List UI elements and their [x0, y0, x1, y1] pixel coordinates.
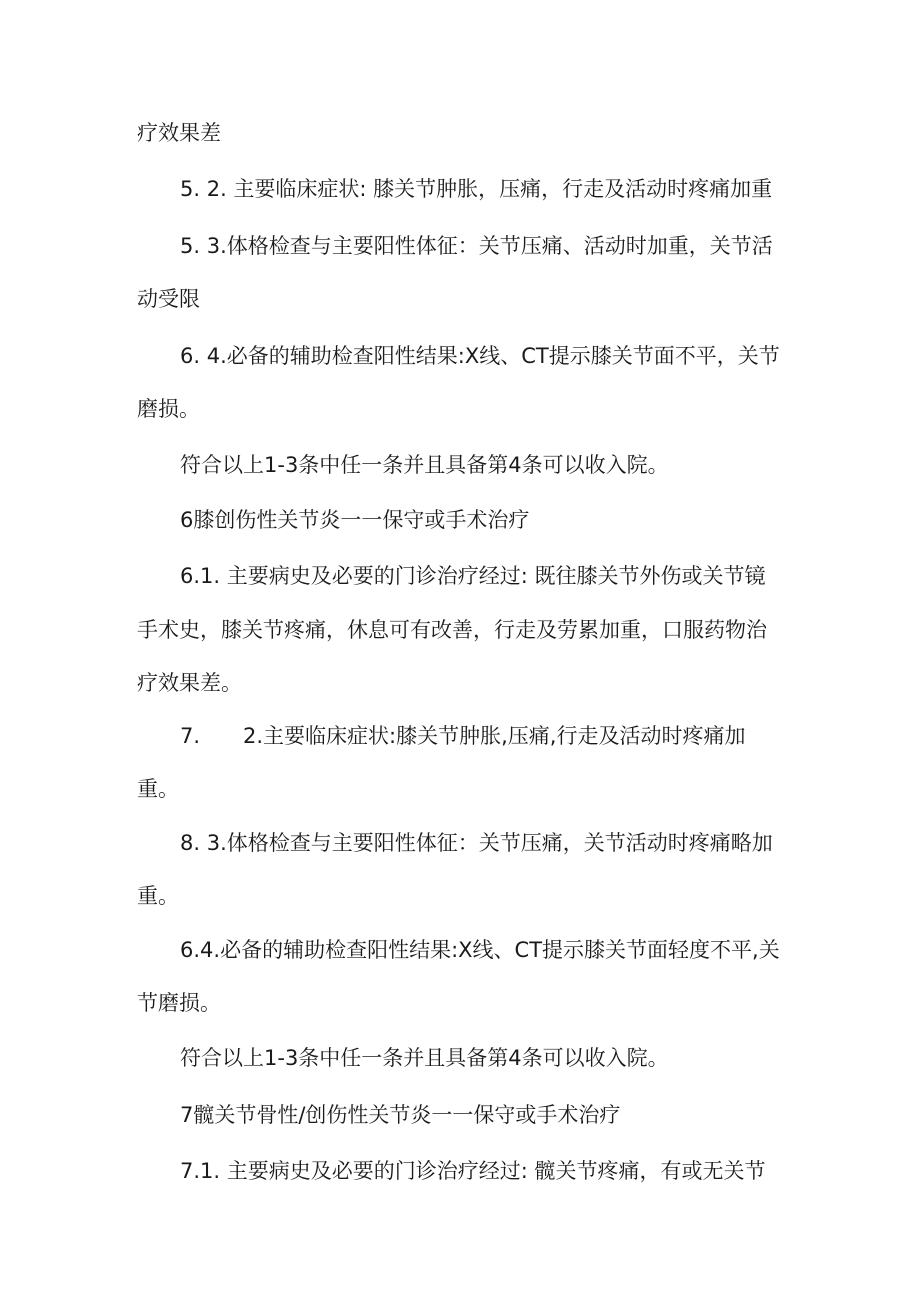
text-line: 重。 [137, 884, 179, 908]
text-line: 磨损。 [137, 397, 200, 421]
section-heading: 7髋关节骨性/创伤性关节炎一一保守或手术治疗 [180, 1103, 621, 1127]
text-line: 重。 [137, 777, 179, 801]
text-line: 6.1. 主要病史及必要的门诊治疗经过: 既往膝关节外伤或关节镜 [180, 564, 766, 588]
text-line: 6.4.必备的辅助检查阳性结果:X线、CT提示膝关节面轻度不平,关 [180, 938, 780, 962]
text-line: 节磨损。 [137, 991, 221, 1015]
text-line: 6. 4.必备的辅助检查阳性结果:X线、CT提示膝关节面不平，关节 [180, 344, 780, 368]
text-line: 符合以上1-3条中任一条并且具备第4条可以收入院。 [180, 453, 669, 477]
text-line: 2.主要临床症状:膝关节肿胀,压痛,行走及活动时疼痛加 [243, 724, 746, 748]
text-line: 手术史，膝关节疼痛，休息可有改善，行走及劳累加重，口服药物治 [137, 618, 767, 642]
text-line: 疗效果差。 [137, 671, 242, 695]
section-heading: 6膝创伤性关节炎一一保守或手术治疗 [180, 508, 530, 532]
text-line: 疗效果差 [137, 121, 221, 145]
text-line: 5. 3.体格检查与主要阳性体征：关节压痛、活动时加重，关节活 [180, 234, 773, 258]
text-line: 动受限 [137, 287, 200, 311]
text-line: 符合以上1-3条中任一条并且具备第4条可以收入院。 [180, 1046, 669, 1070]
text-line: 7.1. 主要病史及必要的门诊治疗经过: 髋关节疼痛，有或无关节 [180, 1159, 766, 1183]
text-line: 8. 3.体格检查与主要阳性体征：关节压痛，关节活动时疼痛略加 [180, 831, 773, 855]
text-line-number: 7. [180, 724, 201, 748]
text-line: 5. 2. 主要临床症状: 膝关节肿胀，压痛，行走及活动时疼痛加重 [180, 177, 773, 201]
